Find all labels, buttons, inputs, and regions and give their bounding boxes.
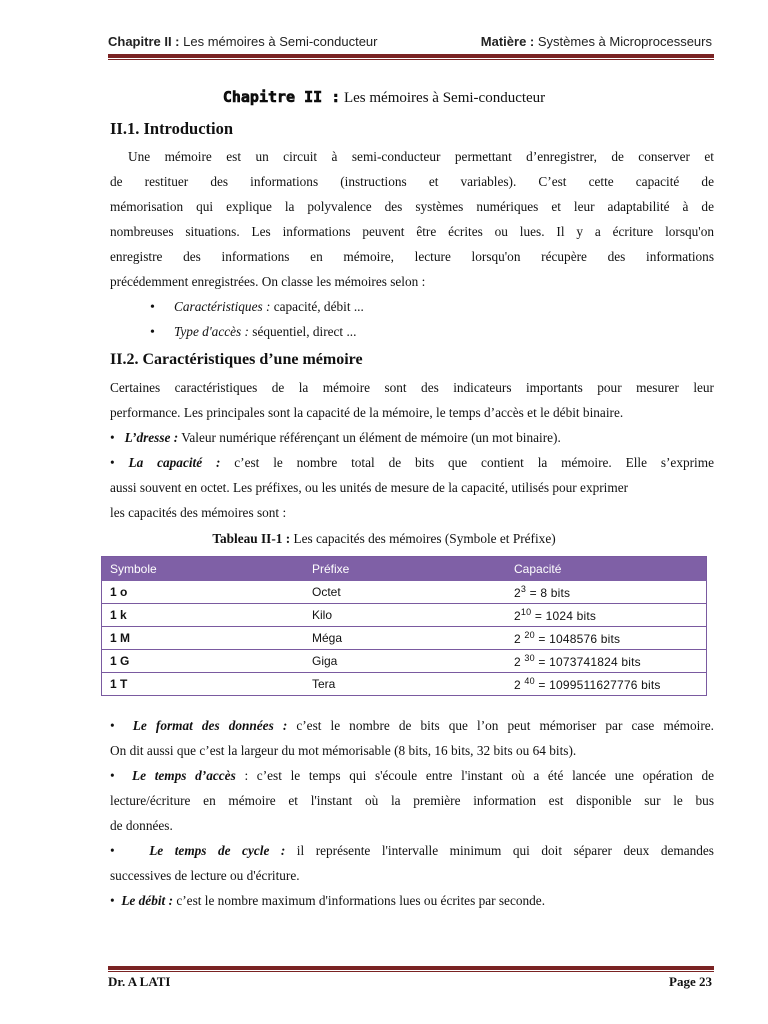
table-row — [102, 627, 707, 650]
temps-acces-item: • Le temps d’accès : c’est le temps qui s'écoule entre l'instant où a été lancée une opération de — [110, 768, 714, 783]
table-cell: 2 $^{30}$ = 1073741824 bits — [506, 650, 707, 673]
intro-line: enregistre des informations en mémoire, lecture lorsqu'on récupère des informations — [110, 249, 714, 264]
debit-item: • Le débit : c’est le nombre maximum d'informations lues ou écrites par seconde. — [110, 893, 546, 908]
paragraph-line: successives de lecture ou d'écriture. — [110, 868, 300, 883]
paragraph-line: aussi souvent en octet. Les préfixes, ou les unités de mesure de la capacité, utilisés pour exprimer — [110, 480, 629, 495]
table-cell: $2^{10} = 1024$ bits — [506, 604, 707, 627]
paragraph-line: Certaines caractéristiques de la mémoire sont des indicateurs importants pour mesurer leur — [110, 380, 714, 395]
table-cell: Giga — [304, 650, 506, 673]
table-cell: 1 T — [102, 673, 305, 696]
paragraph-line: performance. Les principales sont la capacité de la mémoire, le temps d’accès et le débit binaire. — [110, 405, 624, 420]
section2-details — [110, 713, 714, 913]
paragraph-line: On dit aussi que c’est la largeur du mot mémorisable (8 bits, 16 bits, 32 bits ou 64 bits). — [110, 743, 577, 758]
table-row — [102, 604, 707, 627]
footer-rule — [108, 966, 714, 970]
intro-line: mémorisation qui explique la polyvalence des systèmes numériques et leur adaptabilité à de — [110, 199, 714, 214]
table-cell: Tera — [304, 673, 506, 696]
temps-cycle-item: • Le temps de cycle : il représente l'intervalle minimum qui doit séparer deux demandes — [110, 843, 714, 858]
table-row — [102, 650, 707, 673]
page-footer — [108, 974, 712, 990]
table-row — [102, 673, 707, 696]
table-header-row — [102, 557, 707, 581]
table-row — [102, 581, 707, 604]
table-cell: 2 $^{40}$ = 1099511627776 bits — [506, 673, 707, 696]
paragraph-line: les capacités des mémoires sont : — [110, 505, 287, 520]
format-item: • Le format des données : c’est le nombre de bits que l’on peut mémoriser par case mémoire. — [110, 718, 714, 733]
footer-author: Dr. A LATI — [108, 974, 171, 989]
table-caption: Tableau II-1 : Les capacités des mémoires (Symbole et Préfixe) — [212, 531, 556, 546]
header-rule-thin — [108, 59, 714, 60]
column-header: Symbole — [102, 557, 305, 581]
intro-line: de restituer des informations (instructions et variables). C’est cette capacité de — [110, 174, 714, 189]
intro-heading: II.1. Introduction — [110, 119, 234, 138]
table-cell: Méga — [304, 627, 506, 650]
page-number: Page 23 — [669, 974, 712, 989]
page-header — [108, 34, 712, 54]
header-subject: Matière : Systèmes à Microprocesseurs — [480, 34, 712, 49]
memory-capacity-table — [101, 556, 707, 696]
list-item: • Type d'accès : séquentiel, direct ... — [150, 324, 357, 340]
chapter-title: Chapitre II : Les mémoires à Semi-conducteur — [222, 88, 546, 106]
capacite-item: • La capacité : c’est le nombre total de bits que contient la mémoire. Elle s’exprime — [110, 455, 714, 470]
table-cell: 1 G — [102, 650, 305, 673]
list-item: • Caractéristiques : capacité, débit ... — [150, 299, 364, 315]
table-cell: 1 M — [102, 627, 305, 650]
column-header: Préfixe — [304, 557, 506, 581]
intro-line: nombreuses situations. Les informations peuvent être écrites ou lues. Il y a écriture lorsqu'on — [110, 224, 714, 239]
header-chapter: Chapitre II : Les mémoires à Semi-conducteur — [108, 34, 378, 49]
table-cell: Octet — [304, 581, 506, 604]
section2-intro — [110, 375, 714, 525]
table-cell: $2^3 = 8$ bits — [506, 581, 707, 604]
table-cell: Kilo — [304, 604, 506, 627]
paragraph-line: de données. — [110, 818, 173, 833]
adresse-item: • L’dresse : Valeur numérique référençant un élément de mémoire (un mot binaire). — [110, 430, 561, 445]
table-cell: 2 $^{20}$ = 1048576 bits — [506, 627, 707, 650]
column-header: Capacité — [506, 557, 707, 581]
table-cell: 1 k — [102, 604, 305, 627]
footer-rule-thin — [108, 971, 714, 972]
paragraph-line: lecture/écriture en mémoire et l'instant où la première information est disponible sur le bus — [110, 793, 714, 808]
intro-bullet-list — [150, 294, 364, 344]
intro-line: Une mémoire est un circuit à semi-conducteur permettant d’enregistrer, de conserver et — [128, 149, 714, 164]
intro-line: précédemment enregistrées. On classe les mémoires selon : — [110, 274, 426, 289]
table-cell: 1 o — [102, 581, 305, 604]
intro-paragraph — [110, 144, 714, 294]
header-rule — [108, 54, 714, 58]
section2-heading: II.2. Caractéristiques d’une mémoire — [110, 351, 363, 368]
